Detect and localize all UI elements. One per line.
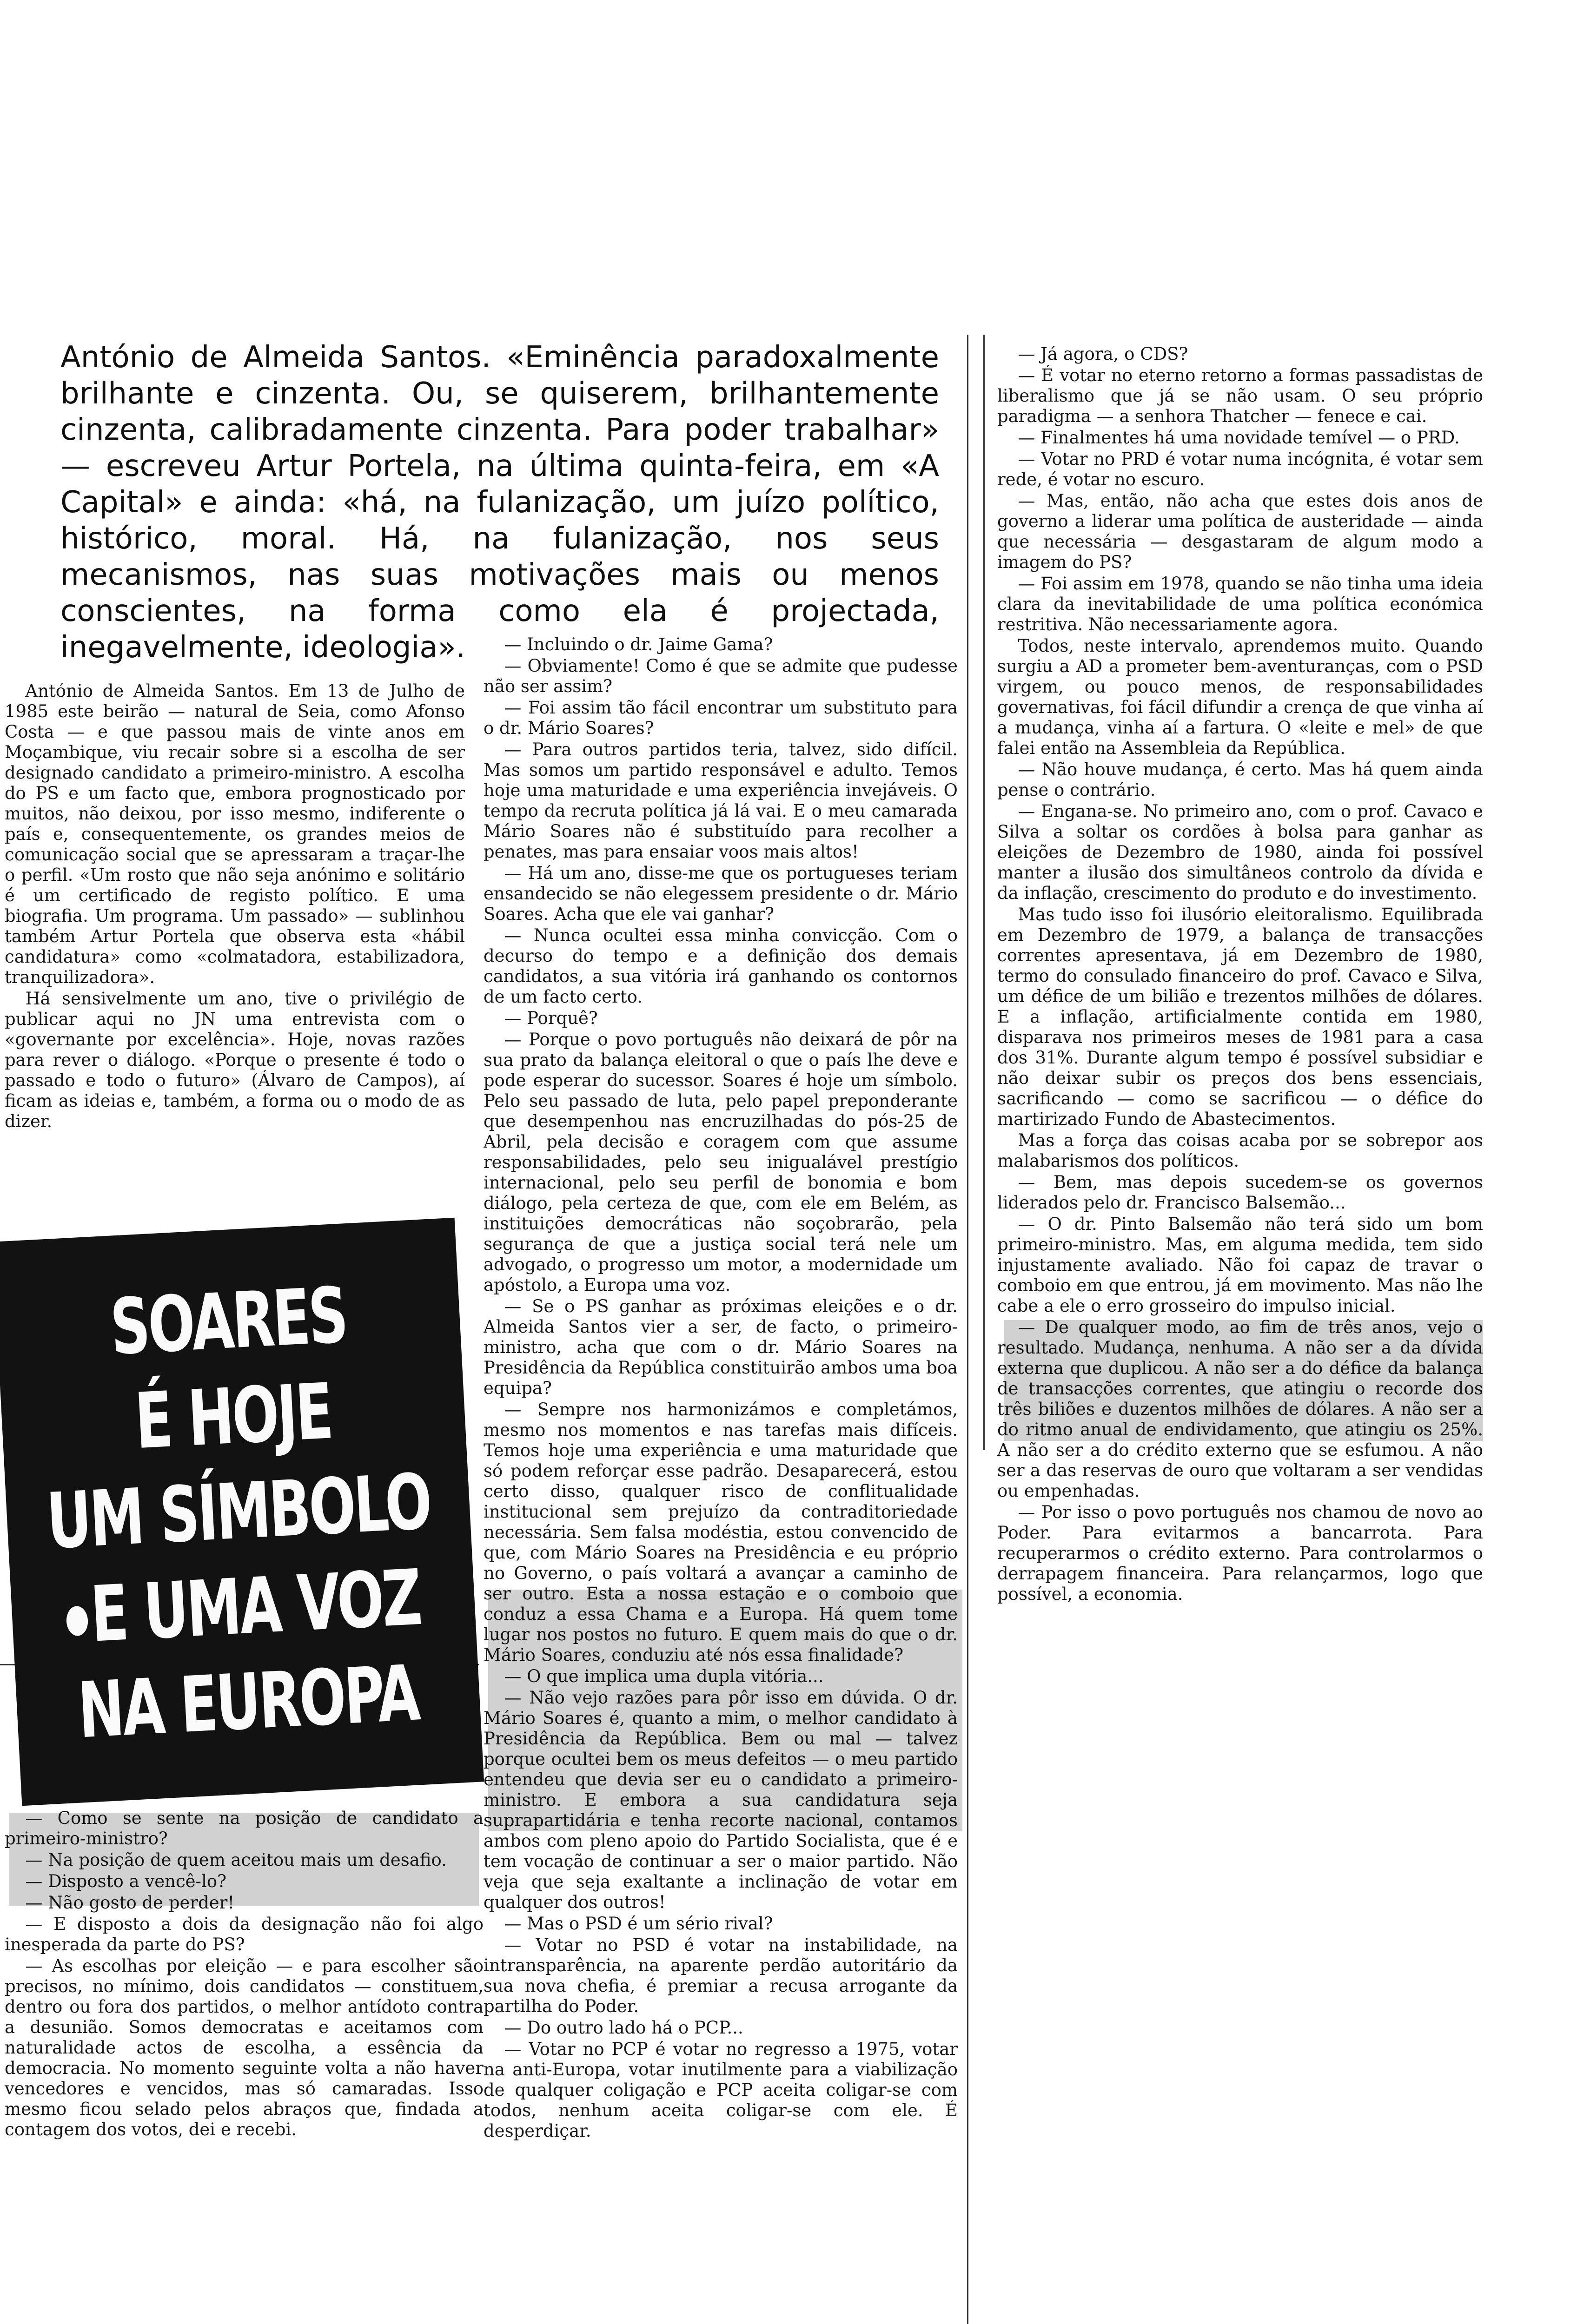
paragraph: — Finalmentes há uma novidade temível — o PRD. — [1018, 428, 1460, 448]
paragraph: — Não vejo razões para pôr isso em dúvida. O dr. Mário Soares é, quanto a mim, o melhor candidato à Presidência da República. Bem ou mal — talvez porque ocultei bem os meus defeitos — o meu partido entendeu que devia ser eu o candidato a primeiro-ministro. E embora a sua candidatura seja suprapartidária e tenha recorte nacional, contamos ambos com pleno apoio do Partido Socialista, que é e tem vocação de continuar a ser o maior partido. Não veja que seja exaltante a inclinação de votar em qualquer dos outros! — [484, 1688, 958, 1912]
paragraph: — Disposto a vencê-lo? — [25, 1871, 227, 1891]
headline-box — [0, 1218, 484, 1806]
paragraph: — Mas, então, não acha que estes dois anos de governo a liderar uma política de austeridade — ainda que necessária — desgastaram de algum modo a imagem do PS? — [997, 491, 1483, 572]
paragraph: — Não houve mudança, é certo. Mas há quem ainda pense o contrário. — [997, 759, 1483, 800]
paragraph: — É votar no eterno retorno a formas passadistas de liberalismo que já se não usam. O seu próprio paradigma — a senhora Thatcher — fenece e cai. — [997, 365, 1483, 426]
paragraph: — Mas o PSD é um sério rival? — [504, 1914, 773, 1934]
headline-line-with-bullet — [64, 1550, 423, 1664]
lead-paragraph — [60, 339, 939, 666]
newspaper-clipping — [0, 335, 1577, 2324]
paragraph: Mas a força das coisas acaba por se sobrepor aos malabarismos dos políticos. — [997, 1130, 1483, 1171]
paragraph: — Obviamente! Como é que se admite que pudesse não ser assim? — [484, 656, 958, 696]
paragraph: — Já agora, o CDS? — [1018, 344, 1188, 364]
column-divider — [967, 335, 968, 2324]
paragraph: Mas tudo isso foi ilusório eleitoralismo. Equilibrada em Dezembro de 1979, a balança de transacções correntes apresentava, já em Dezembro de 1980, termo do consulado financeiro do prof. Cavaco e Silva, um défice de um bilião e trezentos milhões de dólares. E a inflação, artificialmente contida em 1980, disparava nos primeiros meses de 1981 para a casa dos 31%. Durante algum tempo é possível subsidiar e não deixar subir os preços dos bens essenciais, sacrificando — como se sacrificou — o défice do martirizado Fundo de Abastecimentos. — [997, 905, 1483, 1129]
headline-line: NA EUROPA — [76, 1648, 421, 1756]
headline-line: UM SÍMBOLO — [44, 1457, 432, 1566]
paragraph: — Sempre nos harmonizámos e completámos, mesmo nos momentos e nas tarefas mais difíceis. Temos hoje uma experiência e uma maturidade que só podem reforçar esse padrão. Desaparecerá, estou certo disso, qualquer risco de conflitualidade institucional sem prejuízo da contraditoriedade necessária. Sem falsa modéstia, estou convencido de que, com Mário Soares na Presidência e eu próprio no Governo, o país voltará a avançar a caminho de ser outro. Esta a nossa estação e o comboio que conduz a essa Chama e a Europa. Há quem tome lugar nos postos no futuro. E quem mais do que o dr. Mário Soares, conduziu até nós essa finalidade? — [484, 1400, 958, 1665]
lead-text: António de Almeida Santos. «Eminência paradoxalmente brilhante e cinzenta. Ou, se quiserem, brilhantemente cinzenta, calibradamente cinzenta. Para poder trabalhar» — escreveu Artur Portela, na última quinta-feira, em «A Capital» e ainda: «há, na fulanização, um juízo político, histórico, moral. Há, na fulanização, nos seus mecanismos, nas suas motivações mais ou menos conscientes, na forma como ela é projectada, inegavelmente, ideologia». — [60, 340, 939, 665]
paragraph: — As escolhas por eleição — e para escolher são precisos, no mínimo, dois candidatos — constituem, dentro ou fora dos partidos, o melhor antídoto contra a desunião. Somos democratas e aceitamos com naturalidade actos de escolha, a essência da democracia. No momento seguinte volta a não haver vencedores e vencidos, mas só camaradas. Isso mesmo ficou selado pelos abraços que, findada a contagem dos votos, dei e recebi. — [5, 1956, 484, 2139]
text-column-middle — [484, 634, 958, 2324]
paragraph: — Como se sente na posição de candidato a primeiro-ministro? — [5, 1808, 484, 1849]
paragraph: Todos, neste intervalo, aprendemos muito. Quando surgiu a AD a prometer bem-aventuranças, com o PSD virgem, ou pouco menos, de responsabilidades governativas, foi fácil difundir a crença de que vinha aí a mudança, vinha aí a fartura. O «leite e mel» de que falei então na Assembleia da República. — [997, 636, 1483, 758]
text-column-left-top — [5, 681, 465, 1253]
paragraph: — Nunca ocultei essa minha convicção. Com o decurso do tempo e a definição dos demais candidatos, a sua vitória irá ganhando os contornos de um facto certo. — [484, 925, 958, 1007]
text-column-left-bottom — [5, 1808, 484, 2305]
paragraph: — Do outro lado há o PCP... — [504, 2018, 743, 2038]
paragraph: — O dr. Pinto Balsemão não terá sido um bom primeiro-ministro. Mas, em alguma medida, tem sido injustamente avaliado. Não foi capaz de travar o comboio em que entrou, já em movimento. Mas não lhe cabe a ele o erro grosseiro do impulso inicial. — [997, 1214, 1483, 1316]
paragraph: — Para outros partidos teria, talvez, sido difícil. Mas somos um partido responsável e adulto. Temos hoje uma maturidade e uma experiência invejáveis. O tempo da recruta política já lá vai. E o meu camarada Mário Soares não é substituído para recolher a penates, mas para ensaiar voos mais altos! — [484, 739, 958, 862]
paragraph: — Votar no PSD é votar na instabilidade, na intransparência, na aparente perdão autoritário da sua nova chefia, é premiar a recusa arrogante da partilha do Poder. — [484, 1935, 958, 2016]
column-divider — [983, 335, 985, 1450]
paragraph: — Por isso o povo português nos chamou de novo ao Poder. Para evitarmos a bancarrota. Para recuperarmos o crédito externo. Para controlarmos o derrapagem financeira. Para relançarmos, logo que possível, a economia. — [997, 1502, 1483, 1604]
paragraph: — Foi assim em 1978, quando se não tinha uma ideia clara da inevitabilidade de uma política económica restritiva. Não necessariamente agora. — [997, 574, 1483, 634]
headline-line: É HOJE — [133, 1367, 334, 1466]
paragraph: — De qualquer modo, ao fim de três anos, vejo o resultado. Mudança, nenhuma. A não ser a da dívida externa que duplicou. A não ser a do défice da balança de transacções correntes, que atingiu o recorde dos três biliões e duzentos milhões de dólares. A não ser a do ritmo anual de endividamento, que atingiu os 25%. A não ser a do crédito externo que se esfumou. A não ser a das reservas de ouro que voltaram a ser vendidas ou empenhadas. — [997, 1317, 1483, 1501]
paragraph: — Não gosto de perder! — [25, 1893, 235, 1913]
paragraph: — Bem, mas depois sucedem-se os governos liderados pelo dr. Francisco Balsemão... — [997, 1172, 1483, 1213]
paragraph: Há sensivelmente um ano, tive o privilégio de publicar aqui no JN uma entrevista com o «governante por excelência». Hoje, novas razões para rever o diálogo. «Porque o presente é todo o passado e todo o futuro» (Álvaro de Campos), aí ficam as ideias e, também, a forma ou o modo de as dizer. — [5, 989, 465, 1131]
paragraph: — Porquê? — [504, 1008, 598, 1028]
paragraph: — O que implica uma dupla vitória... — [504, 1666, 824, 1686]
headline-line-text: E UMA VOZ — [88, 1552, 423, 1659]
paragraph: — Votar no PCP é votar no regresso a 1975, votar na anti-Europa, votar inutilmente para a viabilização de qualquer coligação e PCP aceita coligar-se com todos, nenhum aceita coligar-se com ele. É desperdiçar. — [484, 2039, 958, 2141]
paragraph: — Incluindo o dr. Jaime Gama? — [504, 634, 773, 654]
paragraph: — Na posição de quem aceitou mais um desafio. — [25, 1850, 447, 1870]
text-column-right — [997, 344, 1483, 1604]
headline-line: SOARES — [108, 1270, 349, 1372]
paragraph: — Engana-se. No primeiro ano, com o prof. Cavaco e Silva a soltar os cordões à bolsa para ganhar as eleições de Dezembro de 1980, ainda foi possível manter a ilusão dos simultâneos controlo da dívida e da inflação, crescimento do produto e do investimento. — [997, 801, 1483, 903]
paragraph: — Foi assim tão fácil encontrar um substituto para o dr. Mário Soares? — [484, 698, 958, 738]
paragraph: — Votar no PRD é votar numa incógnita, é votar sem rede, é votar no escuro. — [997, 449, 1483, 489]
paragraph: — Se o PS ganhar as próximas eleições e o dr. Almeida Santos vier a ser, de facto, o primeiro-ministro, acha que com o dr. Mário Soares na Presidência da República constituirão ambos uma boa equipa? — [484, 1296, 958, 1398]
paragraph: — Porque o povo português não deixará de pôr na sua prato da balança eleitoral o que o país lhe deve e pode esperar do sucessor. Soares é hoje um símbolo. Pelo seu passado de luta, pelo papel preponderante que desempenhou nas encruzilhadas do pós-25 de Abril, pela decisão e coragem com que assume responsabilidades, pelo seu inigualável prestígio internacional, pelo seu perfil de bonomia e bom diálogo, pela certeza de que, com ele em Belém, as instituições democráticas não soçobrarão, pela segurança de que a justiça social terá nele um advogado, o progresso um motor, a modernidade um apóstolo, a Europa uma voz. — [484, 1030, 958, 1295]
paragraph: — Há um ano, disse-me que os portugueses teriam ensandecido se não elegessem presidente o dr. Mário Soares. Acha que ele vai ganhar? — [484, 863, 958, 924]
bullet-icon — [66, 1605, 89, 1636]
paragraph: — E disposto a dois da designação não foi algo inesperada da parte do PS? — [5, 1914, 484, 1954]
paragraph: António de Almeida Santos. Em 13 de Julho de 1985 este beirão — natural de Seia, como Afonso Costa — e que passou mais de vinte anos em Moçambique, viu recair sobre si a escolha de ser designado candidato a primeiro-ministro. A escolha do PS e um facto que, embora prognosticado por muitos, não deixou, por isso mesmo, indiferente o país e, consequentemente, os grandes meios de comunicação social que se apressaram a traçar-lhe o perfil. «Um rosto que não seja anónimo e solitário é um certificado de registo político. E uma biografia. Um programa. Um passado» — sublinhou também Artur Portela que observa esta «hábil candidatura» como «colmatadora, estabilizadora, tranquilizadora». — [5, 681, 465, 987]
